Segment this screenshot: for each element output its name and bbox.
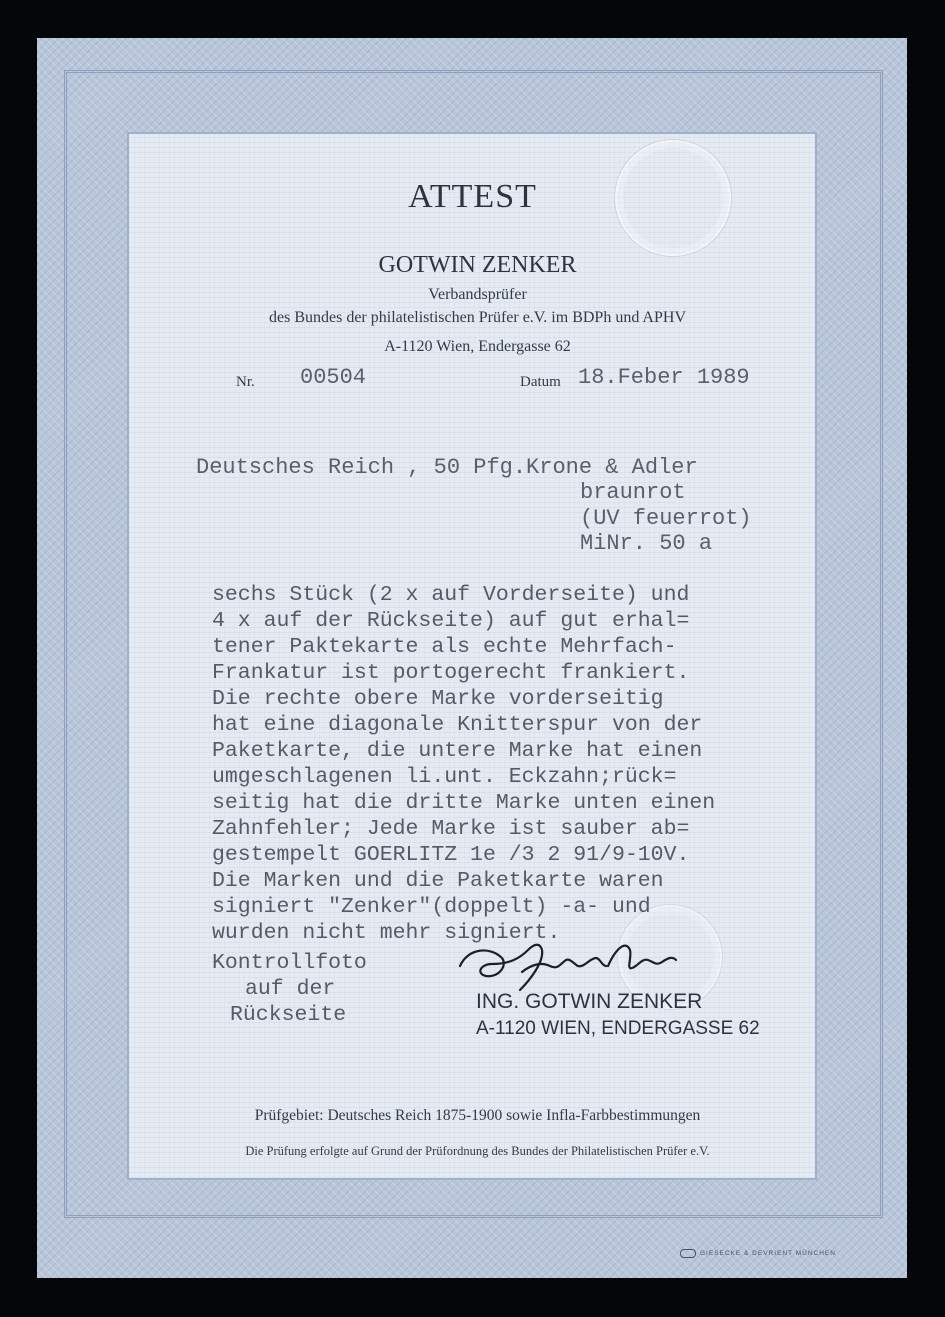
datum-value: 18.Feber 1989: [578, 365, 750, 390]
stamp-line-1: ING. GOTWIN ZENKER: [476, 990, 703, 1013]
photo-note-line: Kontrollfoto: [212, 951, 367, 975]
item-line-2: braunrot: [580, 480, 686, 505]
description-line: hat eine diagonale Knitterspur von der: [212, 713, 703, 737]
printer-imprint: [680, 1249, 836, 1258]
examiner-name: GOTWIN ZENKER: [378, 252, 577, 278]
nr-value: 00504: [300, 365, 367, 390]
printer-name: GIESECKE & DEVRIENT MÜNCHEN: [700, 1250, 836, 1257]
description-line: tener Paktekarte als echte Mehrfach-: [212, 635, 677, 659]
description-line: Zahnfehler; Jede Marke ist sauber ab=: [212, 817, 690, 841]
handwritten-signature: [450, 928, 690, 998]
certificate-title: ATTEST: [408, 178, 537, 215]
description-line: wurden nicht mehr signiert.: [212, 921, 561, 945]
nr-label: Nr.: [236, 374, 255, 390]
description-line: gestempelt GOERLITZ 1e /3 2 91/9-10V.: [212, 843, 690, 867]
description-line: Die rechte obere Marke vorderseitig: [212, 687, 664, 711]
description-line: Frankatur ist portogerecht frankiert.: [212, 661, 690, 685]
description-line: sechs Stück (2 x auf Vorderseite) und: [212, 583, 690, 607]
photo-note-line: Rückseite: [230, 1003, 347, 1027]
photo-note-line: auf der: [245, 977, 336, 1001]
stamp-line-2: A-1120 WIEN, ENDERGASSE 62: [476, 1018, 760, 1039]
item-line-1: Deutsches Reich , 50 Pfg.Krone & Adler: [196, 455, 698, 480]
description-line: Die Marken und die Paketkarte waren: [212, 869, 664, 893]
datum-label: Datum: [520, 374, 561, 390]
examiner-role: Verbandsprüfer: [428, 286, 527, 303]
printer-logo-icon: [680, 1249, 696, 1258]
description-line: 4 x auf der Rückseite) auf gut erhal=: [212, 609, 690, 633]
description-line: Paketkarte, die untere Marke hat einen: [212, 739, 703, 763]
examiner-address: A-1120 Wien, Endergasse 62: [384, 338, 571, 355]
description-line: signiert "Zenker"(doppelt) -a- und: [212, 895, 651, 919]
footer-scope: Prüfgebiet: Deutsches Reich 1875-1900 sowie Infla-Farbbestimmungen: [254, 1107, 701, 1124]
examiner-association: des Bundes der philatelistischen Prüfer e.V. im BDPh und APHV: [268, 309, 686, 326]
footer-rules: Die Prüfung erfolgte auf Grund der Prüfordnung des Bundes der Philatelistischen Prüfer e.V.: [245, 1144, 710, 1158]
description-line: umgeschlagenen li.unt. Eckzahn;rück=: [212, 765, 677, 789]
item-line-4: MiNr. 50 a: [580, 531, 713, 556]
description-line: seitig hat die dritte Marke unten einen: [212, 791, 716, 815]
item-line-3: (UV feuerrot): [580, 506, 752, 531]
